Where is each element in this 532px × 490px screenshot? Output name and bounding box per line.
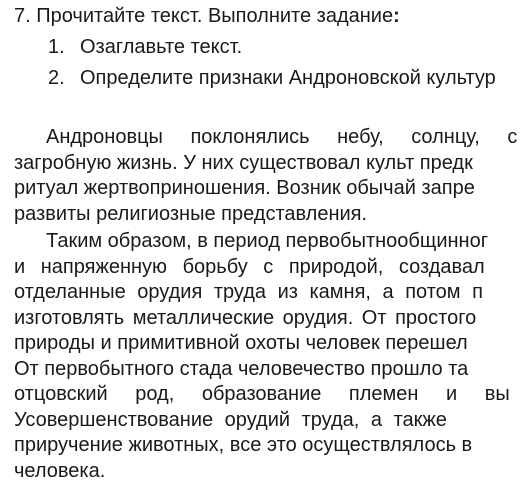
text-line: загробную жизнь. У них существовал культ предк (14, 151, 473, 174)
task-item-2 (48, 66, 496, 97)
text-line: и напряженную борьбу с природой, создавал (14, 255, 485, 278)
task-item-text: Определите признаки Андроновской культур (80, 67, 496, 89)
text-line: изготовлять металлические орудия. От простого (14, 306, 477, 329)
text-line: ритуал жертвоприношения. Возник обычай запре (14, 177, 475, 199)
paragraph-androno-beliefs (14, 125, 532, 227)
text-line: Усовершенствование орудий труда, а также (14, 408, 447, 431)
text-line: развиты религиозные представления. (14, 202, 368, 225)
text-line: приручение животных, все это осуществлялось в (14, 434, 473, 456)
task-item-number: 1. (48, 36, 65, 58)
task-list (48, 35, 496, 97)
task-heading-text: 7. Прочитайте текст. Выполните задание (14, 5, 394, 27)
text-line: Таким образом, в период первобытнообщинног (46, 230, 489, 252)
text-line: отделанные орудия труда из камня, а потом п (14, 281, 483, 303)
text-line: От первобытного стада человечество прошло та (14, 357, 469, 380)
text-line: Андроновцы поклонялись небу, солнцу, с (46, 126, 518, 148)
paragraph-primitive-society (14, 229, 532, 484)
task-item-1 (48, 35, 496, 66)
task-item-number: 2. (48, 67, 65, 89)
text-line: отцовский род, образование племен и вы (14, 383, 510, 405)
text-line: природы и примитивной охоты человек перешел (14, 332, 468, 354)
text-line: человека. (14, 459, 106, 482)
task-heading (14, 4, 400, 28)
task-item-text: Озаглавьте текст. (80, 36, 243, 58)
task-heading-colon: : (393, 5, 400, 27)
